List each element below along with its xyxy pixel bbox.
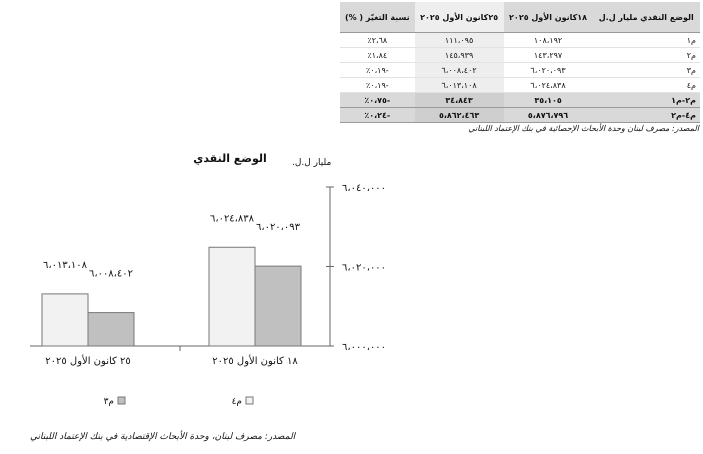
cell-change: ٢،٦٨٪ [340,33,415,48]
cell-dec25: ٦،٠٠٨،٤٠٢ [415,63,504,78]
bar-m3 [88,313,134,346]
y-tick-label: ٦،٠٤٠،٠٠٠ [342,183,387,194]
bar-m4 [42,294,88,346]
cell-dec25: ١١١،٠٩٥ [415,33,504,48]
row-label: م٢ [593,48,700,63]
cell-change: -٠،١٩٪ [340,78,415,93]
row-label: م١ [593,33,700,48]
col-header-indicator: الوضع النقدي مليار ل.ل [593,2,700,33]
cell-dec25: ٦،٠١٣،١٠٨ [415,78,504,93]
data-label: ٦،٠٢٠،٠٩٣ [255,222,301,234]
x-tick-label: ١٨ كانون الأول ٢٠٢٥ [212,356,298,367]
data-label: ٦،٠٢٤،٨٣٨ [209,213,255,225]
cell-dec25: ٣٤،٨٤٣ [415,93,504,108]
cell-dec18: ٣٥،١٠٥ [504,93,593,108]
legend-swatch [246,397,253,404]
legend-label: م٤ [231,397,242,407]
cell-change: -٠،١٩٪ [340,63,415,78]
cell-dec18: ٦،٠٢٤،٨٣٨ [504,78,593,93]
row-label: م٤ [593,78,700,93]
x-tick-label: ٢٥ كانون الأول ٢٠٢٥ [45,356,131,367]
row-label: م٤-م٢ [593,108,700,123]
legend-label: م٣ [103,397,114,407]
y-axis-unit: مليار ل.ل. [292,158,332,168]
cell-change: -٠،٧٥٪ [340,93,415,108]
data-label: ٦،٠٠٨،٤٠٢ [88,268,134,280]
bar-m3 [255,266,301,346]
chart-source-note: المصدر: مصرف لبنان، وحدة الأبحاث الإقتصادية في بنك الإعتماد اللبناني [30,432,296,442]
row-label: م٢-م١ [593,93,700,108]
col-header-dec25: ٢٥كانون الأول ٢٠٢٥ [415,2,504,33]
table-source-note: المصدر: مصرف لبنان وحدة الأبحاث الإحصائية في بنك الإعتماد اللبناني [468,124,699,133]
y-tick-label: ٦،٠٢٠،٠٠٠ [342,262,387,274]
cell-dec18: ٦،٠٢٠،٠٩٣ [504,63,593,78]
chart-title: الوضع النقدي [193,152,267,165]
cell-change: ١،٨٤٪ [340,48,415,63]
cell-change: -٠،٢٤٪ [340,108,415,123]
legend-swatch [118,397,125,404]
col-header-change: نسبة التغيّر ( %) [340,2,415,33]
col-header-dec18: ١٨كانون الأول ٢٠٢٥ [504,2,593,33]
cell-dec18: ٥،٨٧٦،٧٩٦ [504,108,593,123]
bar-m4 [209,247,255,346]
cell-dec25: ٥،٨٦٢،٤٦٣ [415,108,504,123]
data-label: ٦،٠١٣،١٠٨ [42,259,88,271]
cell-dec18: ١٤٣،٢٩٧ [504,48,593,63]
row-label: م٣ [593,63,700,78]
cell-dec18: ١٠٨،١٩٢ [504,33,593,48]
cell-dec25: ١٤٥،٩٣٩ [415,48,504,63]
y-tick-label: ٦،٠٠٠،٠٠٠ [342,342,387,353]
